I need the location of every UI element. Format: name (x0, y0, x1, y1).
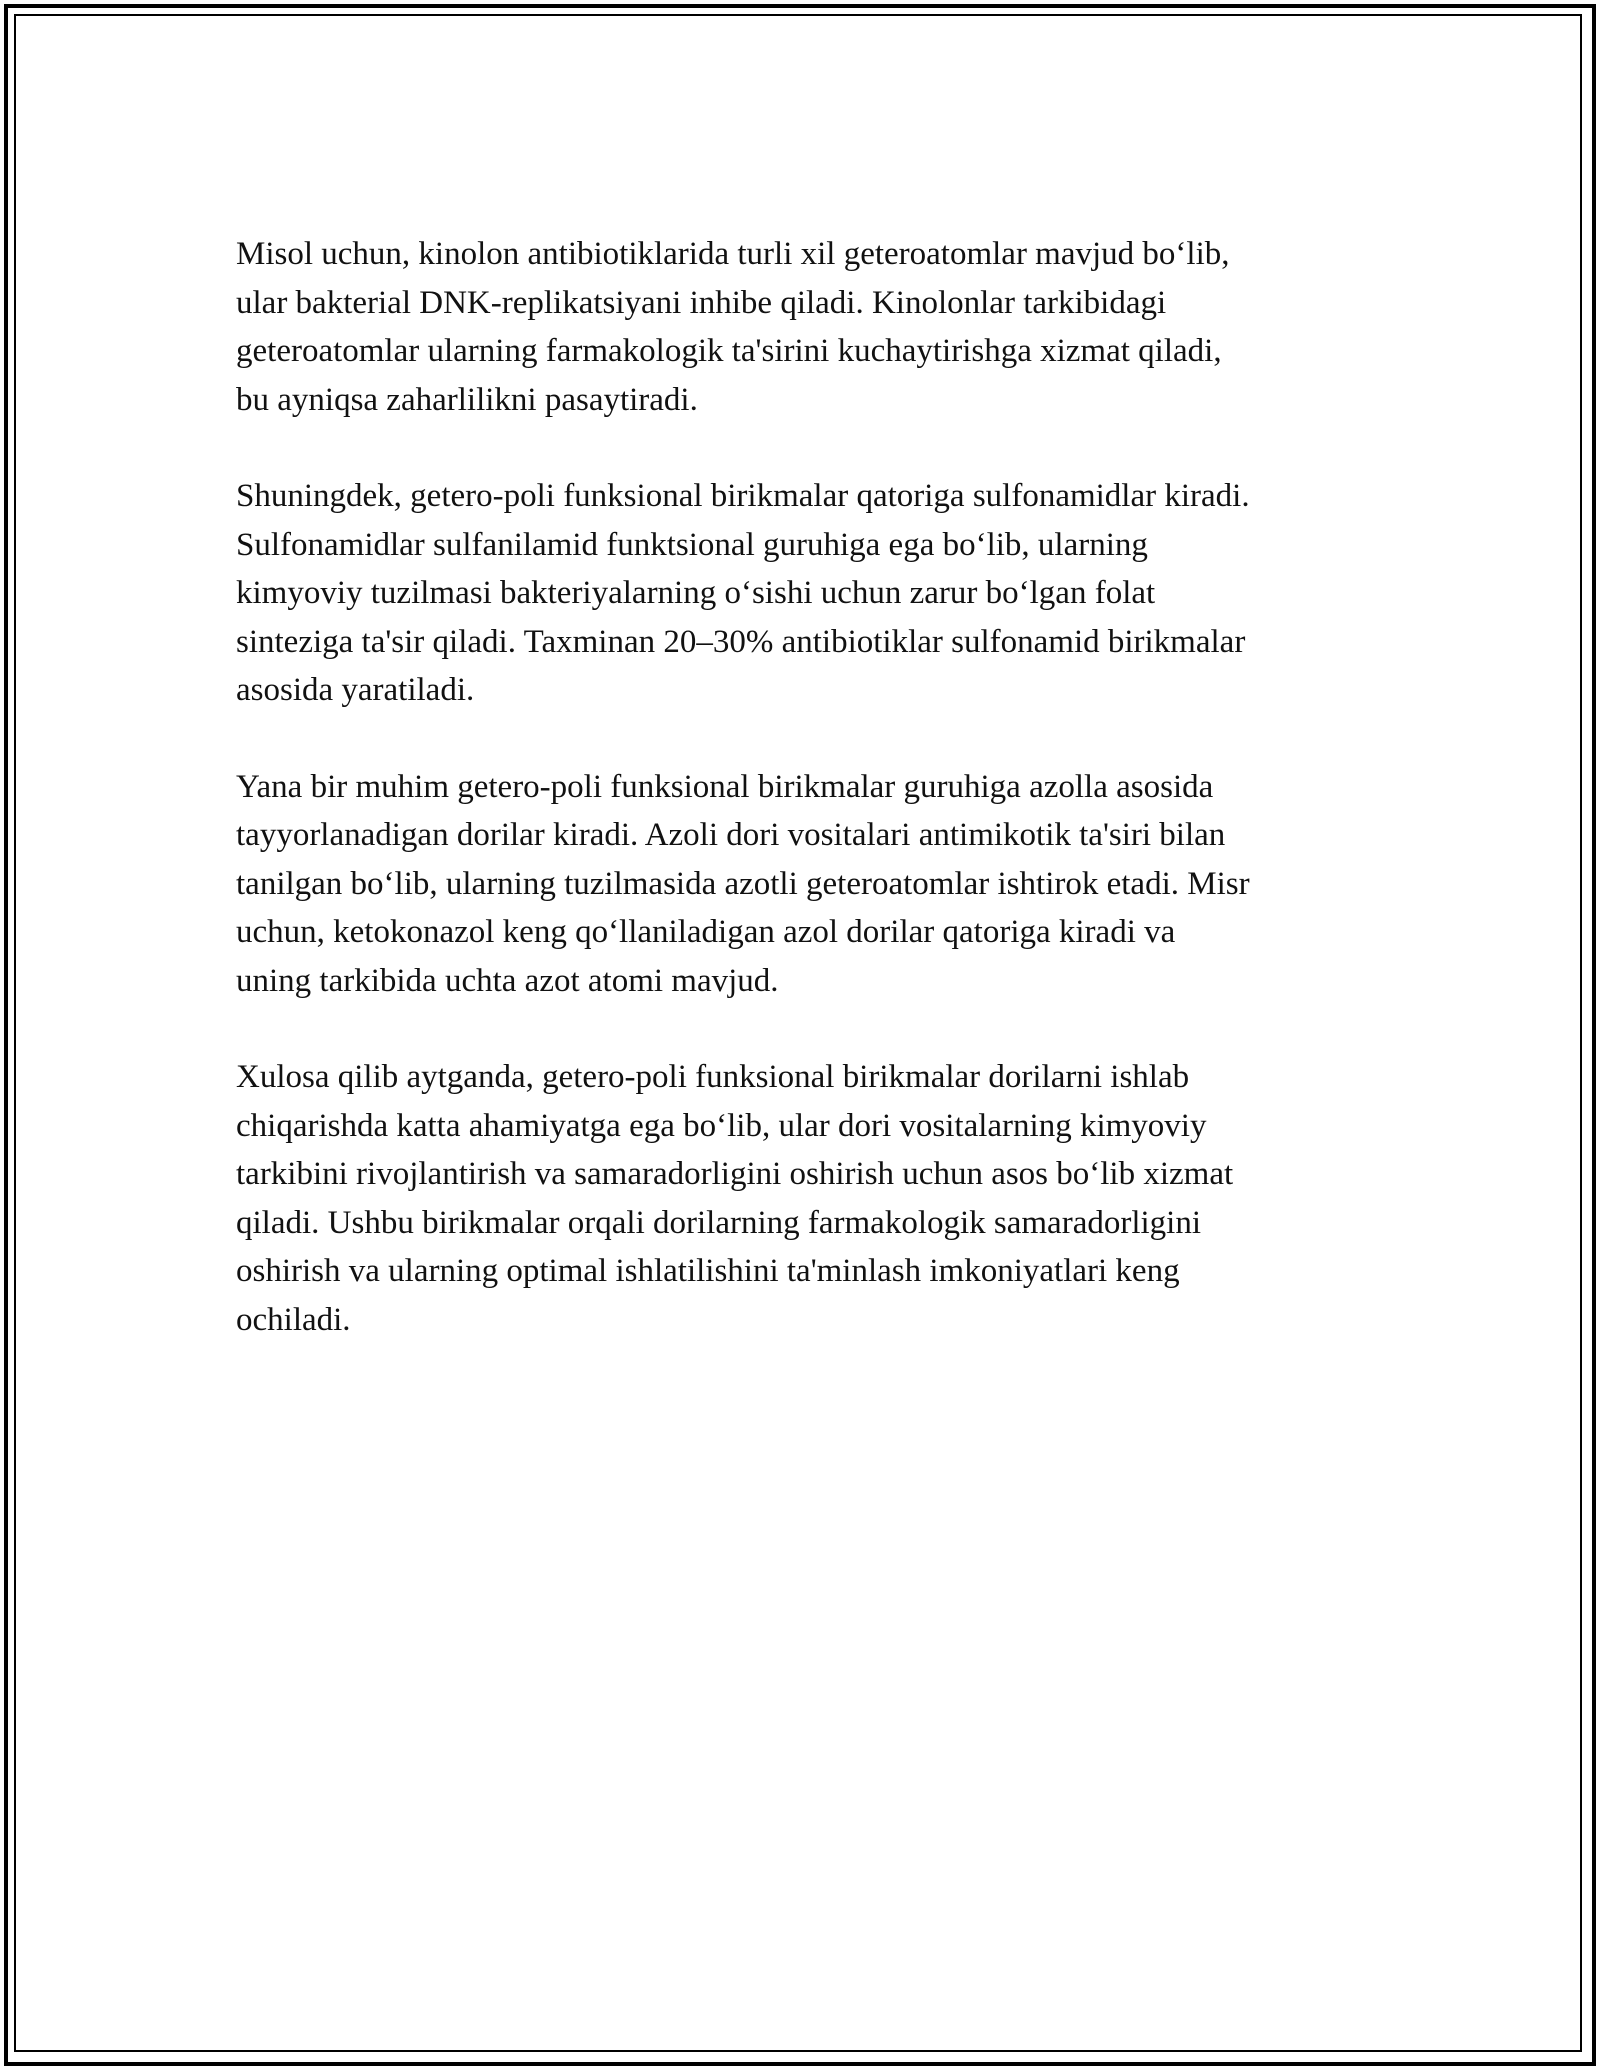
paragraph-quinolones (236, 230, 1368, 424)
text-line: chiqarishda katta ahamiyatga ega bo‘lib, ular dori vositalarning kimyoviy (236, 1107, 1207, 1144)
text-line: Shuningdek, getero-poli funksional birikmalar qatoriga sulfonamidlar kiradi. (236, 478, 1250, 514)
text-line: bu ayniqsa zaharlilikni pasaytiradi. (236, 381, 698, 418)
paragraph-azoles (236, 763, 1368, 1006)
text-line: tayyorlanadigan dorilar kiradi. Azoli dori vositalari antimikotik ta'siri bilan (236, 817, 1226, 853)
text-line: ular bakterial DNK-replikatsiyani inhibe qiladi. Kinolonlar tarkibidagi (236, 284, 1167, 321)
paragraph-sulfonamides (236, 472, 1368, 715)
text-line: Yana bir muhim getero-poli funksional birikmalar guruhiga azolla asosida (236, 768, 1214, 805)
text-line: oshirish va ularning optimal ishlatilishini ta'minlash imkoniyatlari keng (236, 1253, 1180, 1289)
text-line: Misol uchun, kinolon antibiotiklarida turli xil geteroatomlar mavjud bo‘lib, (236, 236, 1230, 272)
document-body (236, 230, 1368, 1392)
text-line: uchun, ketokonazol keng qo‘llaniladigan azol dorilar qatoriga kiradi va (236, 914, 1176, 950)
text-line: uning tarkibida uchta azot atomi mavjud. (236, 962, 779, 999)
text-line: tarkibini rivojlantirish va samaradorligini oshirish uchun asos bo‘lib xizmat (236, 1156, 1234, 1192)
paragraph-conclusion (236, 1053, 1368, 1344)
text-line: ochiladi. (236, 1301, 351, 1338)
text-line: asosida yaratiladi. (236, 672, 475, 708)
text-line: geteroatomlar ularning farmakologik ta'sirini kuchaytirishga xizmat qiladi, (236, 333, 1222, 369)
text-line: sinteziga ta'sir qiladi. Taxminan 20–30% antibiotiklar sulfonamid birikmalar (236, 623, 1246, 660)
text-line: Sulfonamidlar sulfanilamid funktsional guruhiga ega bo‘lib, ularning (236, 526, 1148, 563)
text-line: qiladi. Ushbu birikmalar orqali dorilarning farmakologik samaradorligini (236, 1204, 1202, 1241)
text-line: kimyoviy tuzilmasi bakteriyalarning o‘sishi uchun zarur bo‘lgan folat (236, 575, 1156, 611)
text-line: tanilgan bo‘lib, ularning tuzilmasida azotli geteroatomlar ishtirok etadi. Misr (236, 865, 1250, 902)
text-line: Xulosa qilib aytganda, getero-poli funksional birikmalar dorilarni ishlab (236, 1059, 1190, 1095)
